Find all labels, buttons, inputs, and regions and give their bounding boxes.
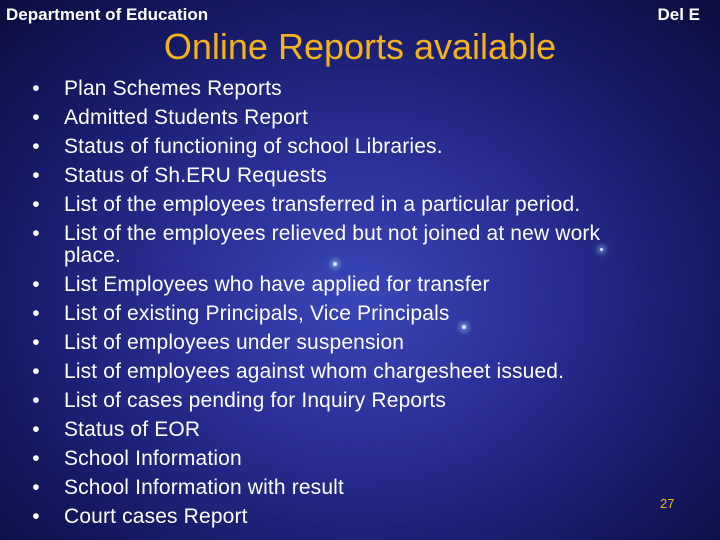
slide-title xyxy=(0,26,720,68)
list-item xyxy=(0,103,700,132)
list-item-text: List of cases pending for Inquiry Reports xyxy=(64,389,447,412)
bullet-icon: • xyxy=(32,164,40,187)
list-item-text: List Employees who have applied for transfer xyxy=(64,273,490,296)
bullet-icon: • xyxy=(32,302,40,325)
page-number: 27 xyxy=(660,496,675,511)
org-code-label: Del E xyxy=(657,5,700,24)
list-item xyxy=(0,328,700,357)
bullet-icon: • xyxy=(32,222,40,245)
bullet-icon: • xyxy=(32,106,40,129)
bullet-icon: • xyxy=(32,193,40,216)
list-item xyxy=(0,415,700,444)
list-item xyxy=(0,190,700,219)
list-item-text: Plan Schemes Reports xyxy=(64,77,282,100)
list-item-text: Status of Sh.ERU Requests xyxy=(64,164,327,187)
list-item-text: List of the employees relieved but not joined at new work place. xyxy=(64,222,601,267)
slide-title-text: Online Reports available xyxy=(163,26,557,67)
bullet-icon: • xyxy=(32,77,40,100)
bullet-icon: • xyxy=(32,505,40,528)
list-item-text: Admitted Students Report xyxy=(64,106,309,129)
list-item-text: List of the employees transferred in a particular period. xyxy=(64,193,581,216)
list-item-text: Court cases Report xyxy=(64,505,248,528)
list-item-text: List of existing Principals, Vice Principals xyxy=(64,302,450,325)
list-item xyxy=(0,444,700,473)
bullet-icon: • xyxy=(32,135,40,158)
list-item-text: Status of EOR xyxy=(64,418,201,441)
list-item xyxy=(0,502,700,531)
reports-list xyxy=(0,74,700,531)
list-item xyxy=(0,386,700,415)
bullet-icon: • xyxy=(32,418,40,441)
bullet-icon: • xyxy=(32,331,40,354)
list-item xyxy=(0,219,700,270)
bullet-icon: • xyxy=(32,360,40,383)
bullet-icon: • xyxy=(32,476,40,499)
list-item xyxy=(0,357,700,386)
list-item-text: School Information with result xyxy=(64,476,344,499)
bullet-icon: • xyxy=(32,273,40,296)
bullet-icon: • xyxy=(32,447,40,470)
list-item xyxy=(0,299,700,328)
list-item xyxy=(0,161,700,190)
department-label: Department of Education xyxy=(6,5,209,24)
list-item xyxy=(0,74,700,103)
bullet-icon: • xyxy=(32,389,40,412)
list-item-text: School Information xyxy=(64,447,242,470)
list-item-text: List of employees under suspension xyxy=(64,331,405,354)
list-item-text: Status of functioning of school Libraries. xyxy=(64,135,443,158)
list-item xyxy=(0,473,700,502)
list-item xyxy=(0,132,700,161)
list-item-text: List of employees against whom chargesheet issued. xyxy=(64,360,565,383)
list-item xyxy=(0,270,700,299)
